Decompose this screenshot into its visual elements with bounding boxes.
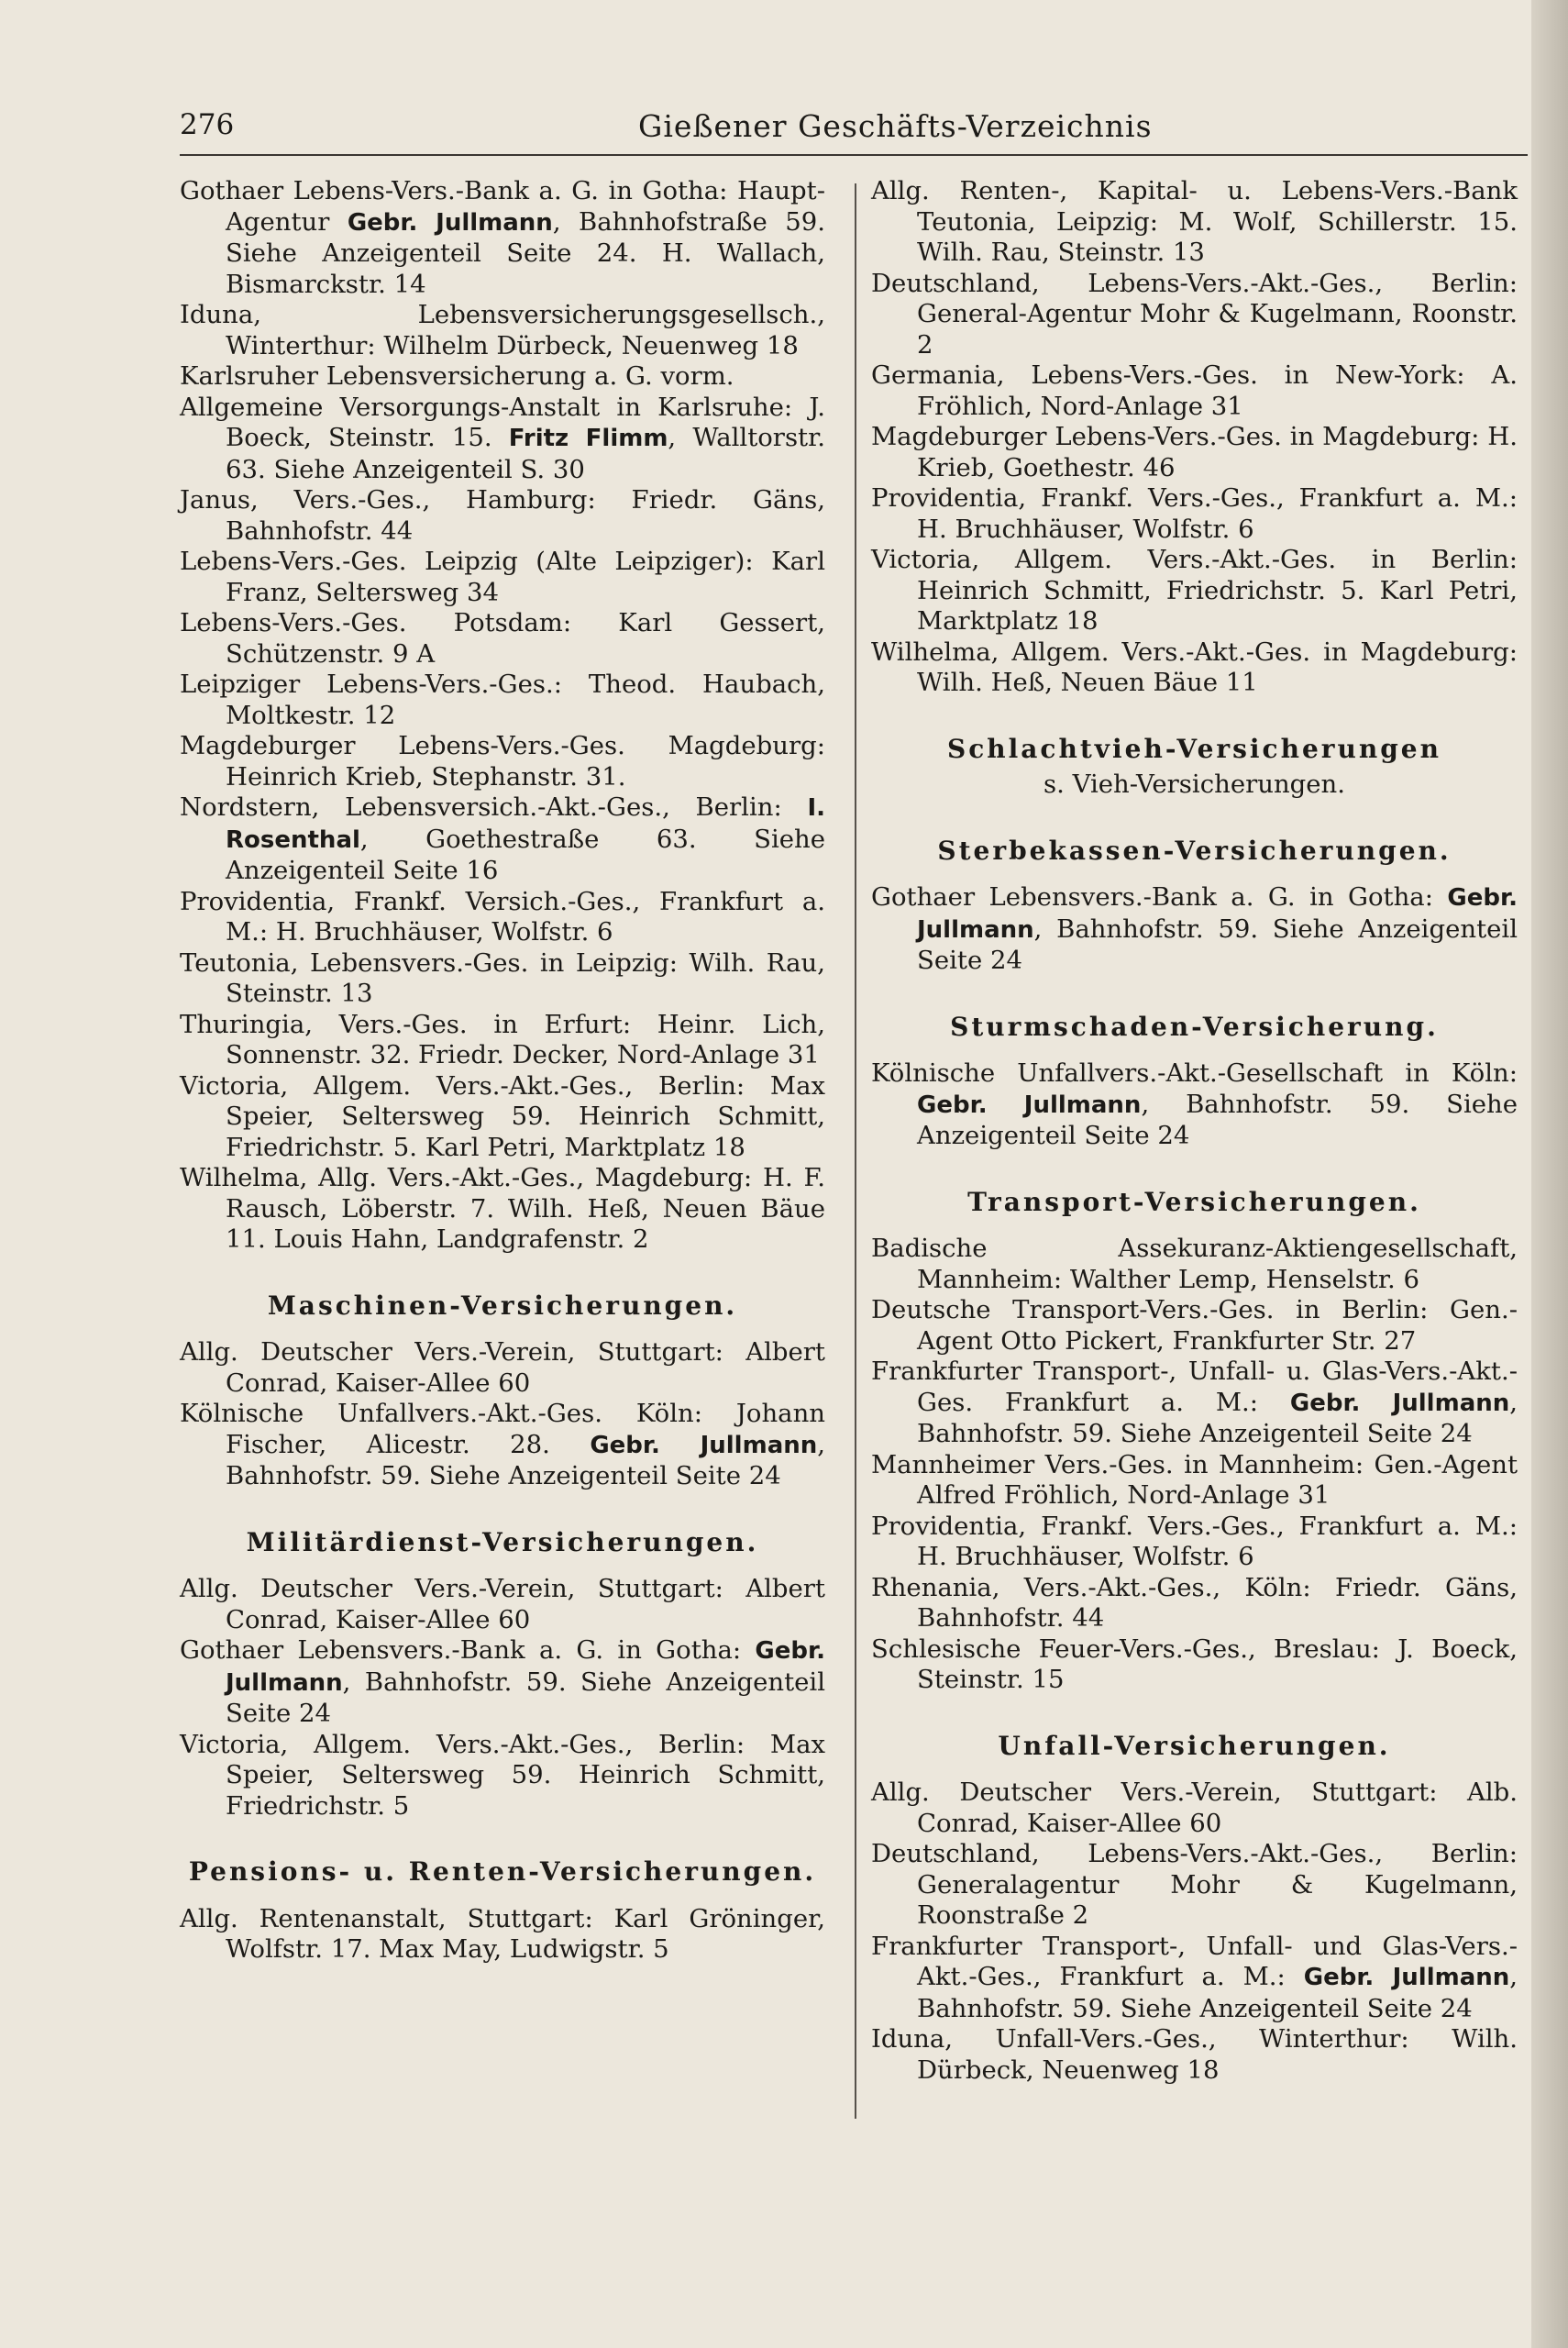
firm-name: Gebr. Jullmann xyxy=(1303,1964,1510,1991)
directory-entry: Mannheimer Vers.-Ges. in Mannheim: Gen.-Agent Alfred Fröhlich, Nord-Anlage 31 xyxy=(871,1449,1518,1510)
directory-entry: Gothaer Lebensvers.-Bank a. G. in Gotha: Gebr. Jullmann, Bahnhofstr. 59. Siehe Anzeigenteil Seite 24 xyxy=(871,882,1518,975)
page-edge xyxy=(1531,0,1568,2348)
column-divider xyxy=(855,183,856,2119)
firm-name: Gebr. Jullmann xyxy=(1289,1389,1510,1417)
firm-name: Gebr. Jullmann xyxy=(917,884,1518,944)
directory-entry: Victoria, Allgem. Vers.-Akt.-Ges., Berlin: Max Speier, Seltersweg 59. Heinrich Schmitt, Friedrichstr. 5. Karl Petri, Marktplatz 18 xyxy=(180,1070,825,1162)
directory-entry: Lebens-Vers.-Ges. Potsdam: Karl Gessert, Schützenstr. 9 A xyxy=(180,608,825,669)
section-heading: Transport-Versicherungen. xyxy=(967,1186,1421,1217)
directory-entry: Frankfurter Transport-, Unfall- u. Glas-Vers.-Akt.-Ges. Frankfurt a. M.: Gebr. Jullmann, Bahnhofstr. 59. Siehe Anzeigenteil Seite 24 xyxy=(871,1357,1518,1448)
directory-entry: Victoria, Allgem. Vers.-Akt.-Ges., Berlin: Max Speier, Seltersweg 59. Heinrich Schmitt, Friedrichstr. 5 xyxy=(180,1729,825,1821)
firm-name: Gebr. Jullmann xyxy=(347,208,553,237)
firm-name: Fritz Flimm xyxy=(508,425,668,452)
directory-entry: Frankfurter Transport-, Unfall- und Glas-Vers.-Akt.-Ges., Frankfurt a. M.: Gebr. Jullmann, Bahnhofstr. 59. Siehe Anzeigenteil Seite 24 xyxy=(871,1931,1518,2023)
directory-entry: Gothaer Lebensvers.-Bank a. G. in Gotha: Gebr. Jullmann, Bahnhofstr. 59. Siehe Anzeigenteil Seite 24 xyxy=(180,1635,825,1728)
directory-entry: Wilhelma, Allgem. Vers.-Akt.-Ges. in Magdeburg: Wilh. Heß, Neuen Bäue 11 xyxy=(871,637,1518,697)
section-heading: Schlachtvieh-Versicherungen xyxy=(947,733,1441,764)
directory-entry: Magdeburger Lebens-Vers.-Ges. Magdeburg: Heinrich Krieb, Stephanstr. 31. xyxy=(180,731,825,792)
directory-entry: Allg. Deutscher Vers.-Verein, Stuttgart: Albert Conrad, Kaiser-Allee 60 xyxy=(180,1574,825,1634)
page-number: 276 xyxy=(180,108,235,141)
directory-entry: Magdeburger Lebens-Vers.-Ges. in Magdeburg: H. Krieb, Goethestr. 46 xyxy=(871,422,1518,482)
directory-entry: Germania, Lebens-Vers.-Ges. in New-York: A. Fröhlich, Nord-Anlage 31 xyxy=(871,360,1518,421)
firm-name: Gebr. Jullmann xyxy=(917,1091,1142,1119)
directory-entry: Victoria, Allgem. Vers.-Akt.-Ges. in Berlin: Heinrich Schmitt, Friedrichstr. 5. Karl Petri, Marktplatz 18 xyxy=(871,545,1518,636)
directory-entry: Nordstern, Lebensversich.-Akt.-Ges., Berlin: I. Rosenthal, Goethestraße 63. Siehe Anzeigenteil Seite 16 xyxy=(180,792,825,885)
header-rule xyxy=(180,154,1528,156)
section-heading: Maschinen-Versicherungen. xyxy=(267,1290,738,1321)
directory-entry: Iduna, Lebensversicherungsgesellsch., Winterthur: Wilhelm Dürbeck, Neuenweg 18 xyxy=(180,300,825,360)
directory-entry: Allg. Deutscher Vers.-Verein, Stuttgart: Albert Conrad, Kaiser-Allee 60 xyxy=(180,1337,825,1398)
directory-entry: Thuringia, Vers.-Ges. in Erfurt: Heinr. Lich, Sonnenstr. 32. Friedr. Decker, Nord-Anlage 31 xyxy=(180,1009,825,1069)
directory-entry: Kölnische Unfallvers.-Akt.-Ges. Köln: Johann Fischer, Alicestr. 28. Gebr. Jullmann, Bahnhofstr. 59. Siehe Anzeigenteil Seite 24 xyxy=(180,1399,826,1490)
directory-entry: Providentia, Frankf. Versich.-Ges., Frankfurt a. M.: H. Bruchhäuser, Wolfstr. 6 xyxy=(180,886,825,947)
directory-entry: Allg. Rentenanstalt, Stuttgart: Karl Gröninger, Wolfstr. 17. Max May, Ludwigstr. 5 xyxy=(180,1903,825,1964)
firm-name: Gebr. Jullmann xyxy=(590,1431,818,1459)
directory-entry: Providentia, Frankf. Vers.-Ges., Frankfurt a. M.: H. Bruchhäuser, Wolfstr. 6 xyxy=(871,1511,1518,1571)
section-heading: Sturmschaden-Versicherung. xyxy=(950,1011,1439,1042)
section-heading: Unfall-Versicherungen. xyxy=(998,1730,1391,1761)
right-column xyxy=(871,176,1518,2086)
directory-entry: Wilhelma, Allg. Vers.-Akt.-Ges., Magdeburg: H. F. Rausch, Löberstr. 7. Wilh. Heß, Neuen Bäue 11. Louis Hahn, Landgrafenstr. 2 xyxy=(180,1163,825,1254)
firm-name: I. Rosenthal xyxy=(226,794,825,854)
directory-entry: Rhenania, Vers.-Akt.-Ges., Köln: Friedr. Gäns, Bahnhofstr. 44 xyxy=(871,1572,1518,1633)
directory-entry: Kölnische Unfallvers.-Akt.-Gesellschaft in Köln: Gebr. Jullmann, Bahnhofstr. 59. Siehe Anzeigenteil Seite 24 xyxy=(871,1058,1518,1150)
directory-entry: Schlesische Feuer-Vers.-Ges., Breslau: J. Boeck, Steinstr. 15 xyxy=(871,1634,1518,1694)
section-heading: Pensions- u. Renten-Versicherungen. xyxy=(188,1856,817,1887)
directory-entry: Providentia, Frankf. Vers.-Ges., Frankfurt a. M.: H. Bruchhäuser, Wolfstr. 6 xyxy=(871,483,1518,544)
directory-entry: Allg. Renten-, Kapital- u. Lebens-Vers.-Bank Teutonia, Leipzig: M. Wolf, Schillerstr. 15. Wilh. Rau, Steinstr. 13 xyxy=(871,176,1518,267)
directory-entry: Gothaer Lebens-Vers.-Bank a. G. in Gotha: Haupt-Agentur Gebr. Jullmann, Bahnhofstraße 59. Siehe Anzeigenteil Seite 24. H. Wallach, Bismarckstr. 14 xyxy=(180,176,825,299)
left-column xyxy=(180,176,825,1966)
directory-entry: Iduna, Unfall-Vers.-Ges., Winterthur: Wilh. Dürbeck, Neuenweg 18 xyxy=(871,2024,1518,2085)
cross-reference: s. Vieh-Versicherungen. xyxy=(1043,770,1345,799)
directory-entry: Deutschland, Lebens-Vers.-Akt.-Ges., Berlin: General-Agentur Mohr & Kugelmann, Roonstr. 2 xyxy=(871,268,1518,360)
directory-entry: Karlsruher Lebensversicherung a. G. vorm. xyxy=(180,361,734,391)
directory-entry: Janus, Vers.-Ges., Hamburg: Friedr. Gäns, Bahnhofstr. 44 xyxy=(180,485,825,546)
directory-entry: Allg. Deutscher Vers.-Verein, Stuttgart: Alb. Conrad, Kaiser-Allee 60 xyxy=(871,1778,1518,1838)
directory-entry: Allgemeine Versorgungs-Anstalt in Karlsruhe: J. Boeck, Steinstr. 15. Fritz Flimm, Walltorstr. 63. Siehe Anzeigenteil S. 30 xyxy=(180,392,825,484)
section-heading: Militärdienst-Versicherungen. xyxy=(246,1526,759,1557)
directory-entry: Lebens-Vers.-Ges. Leipzig (Alte Leipziger): Karl Franz, Seltersweg 34 xyxy=(180,547,825,607)
directory-entry: Leipziger Lebens-Vers.-Ges.: Theod. Haubach, Moltkestr. 12 xyxy=(180,670,825,730)
section-heading: Sterbekassen-Versicherungen. xyxy=(937,835,1452,866)
directory-entry: Deutschland, Lebens-Vers.-Akt.-Ges., Berlin: Generalagentur Mohr & Kugelmann, Roonstraße 2 xyxy=(871,1839,1518,1930)
directory-entry: Badische Assekuranz-Aktiengesellschaft, Mannheim: Walther Lemp, Henselstr. 6 xyxy=(871,1234,1518,1294)
directory-entry: Teutonia, Lebensvers.-Ges. in Leipzig: Wilh. Rau, Steinstr. 13 xyxy=(180,947,825,1008)
directory-entry: Deutsche Transport-Vers.-Ges. in Berlin: Gen.-Agent Otto Pickert, Frankfurter Str. 27 xyxy=(871,1295,1518,1356)
running-title: Gießener Geschäfts-Verzeichnis xyxy=(638,108,1153,144)
firm-name: Gebr. Jullmann xyxy=(226,1637,825,1697)
